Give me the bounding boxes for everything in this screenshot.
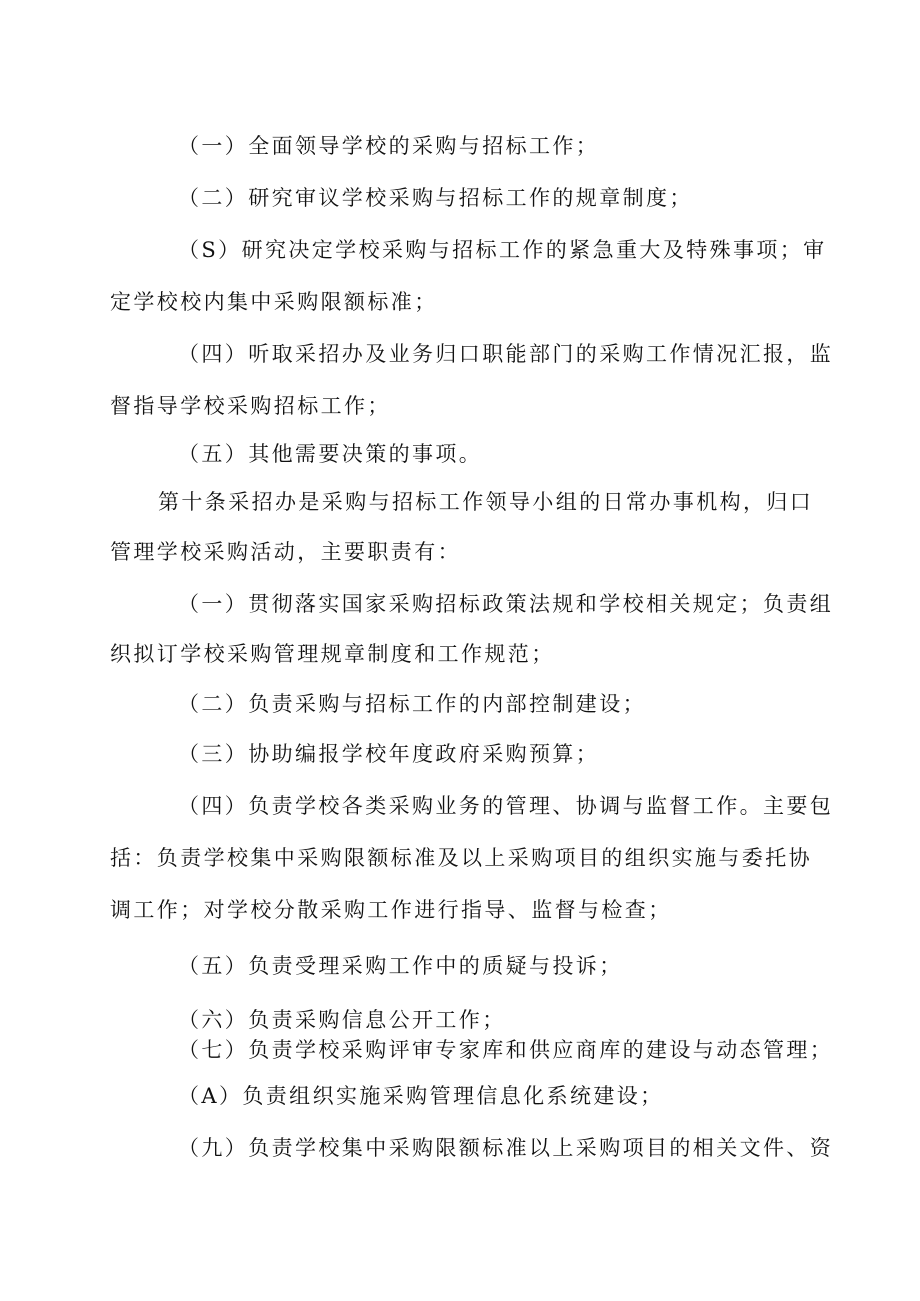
paragraph-line: （六）负责采购信息公开工作；: [178, 1008, 506, 1032]
paragraph-line: （九）负责学校集中采购限额标准以上采购项目的相关文件、资: [178, 1136, 834, 1160]
paragraph-line: （四）负责学校各类采购业务的管理、协调与监督工作。主要包: [178, 794, 834, 818]
paragraph-line: 调工作；对学校分散采购工作进行指导、监督与检查；: [110, 898, 672, 922]
paragraph-line: （二）负责采购与招标工作的内部控制建设；: [178, 692, 646, 716]
paragraph-line: （一）全面领导学校的采购与招标工作；: [178, 134, 600, 158]
paragraph-line: 管理学校采购活动，主要职责有：: [110, 540, 461, 564]
paragraph-line: 定学校校内集中采购限额标准；: [110, 290, 438, 314]
paragraph-line: （七）负责学校采购评审专家库和供应商库的建设与动态管理；: [178, 1038, 834, 1062]
paragraph-line: （三）协助编报学校年度政府采购预算；: [178, 742, 600, 766]
paragraph-line: 括：负责学校集中采购限额标准及以上采购项目的组织实施与委托协: [110, 846, 812, 870]
paragraph-line: （A）负责组织实施采购管理信息化系统建设；: [178, 1084, 664, 1108]
paragraph-line: （二）研究审议学校采购与招标工作的规章制度；: [178, 186, 693, 210]
paragraph-line: 督指导学校采购招标工作；: [110, 394, 391, 418]
article-heading-line: 第十条采招办是采购与招标工作领导小组的日常办事机构，归口: [158, 490, 814, 514]
paragraph-line: 织拟订学校采购管理规章制度和工作规范；: [110, 642, 555, 666]
paragraph-line: （五）负责受理采购工作中的质疑与投诉；: [178, 954, 623, 978]
paragraph-line: （四）听取采招办及业务归口职能部门的采购工作情况汇报，监: [178, 342, 834, 366]
paragraph-line: （五）其他需要决策的事项。: [178, 442, 483, 466]
paragraph-line: （S）研究决定学校采购与招标工作的紧急重大及特殊事项；审: [178, 238, 827, 262]
paragraph-line: （一）贯彻落实国家采购招标政策法规和学校相关规定；负责组: [178, 592, 834, 616]
